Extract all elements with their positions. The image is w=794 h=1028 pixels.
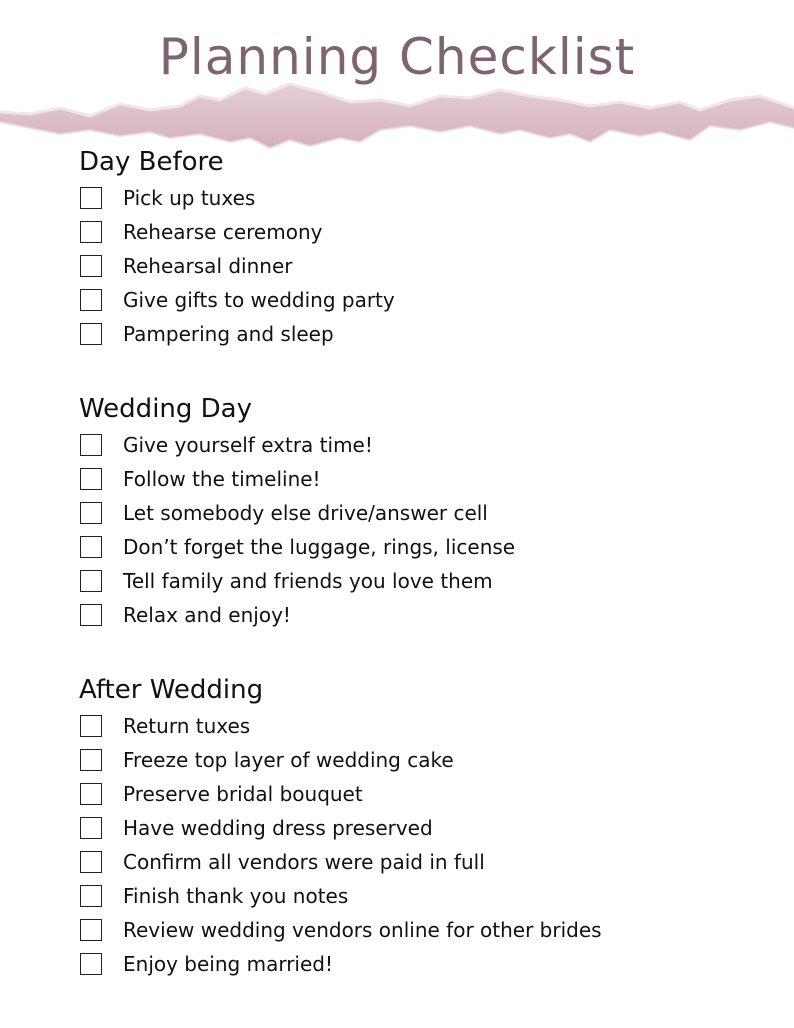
section-wedding-day	[79, 392, 759, 632]
item-label: Confirm all vendors were paid in full	[123, 850, 485, 874]
item-label: Rehearse ceremony	[123, 220, 323, 244]
checklist-item	[79, 496, 759, 530]
checkbox[interactable]	[80, 434, 102, 456]
checklist-item	[79, 913, 759, 947]
checkbox[interactable]	[80, 255, 102, 277]
checkbox[interactable]	[80, 604, 102, 626]
section-day-before	[79, 145, 759, 351]
item-label: Tell family and friends you love them	[123, 569, 493, 593]
checkbox[interactable]	[80, 570, 102, 592]
checklist	[79, 181, 759, 351]
checkbox[interactable]	[80, 468, 102, 490]
item-label: Preserve bridal bouquet	[123, 782, 363, 806]
checklist-item	[79, 249, 759, 283]
checklist-item	[79, 845, 759, 879]
item-label: Have wedding dress preserved	[123, 816, 433, 840]
checkbox[interactable]	[80, 187, 102, 209]
checkbox[interactable]	[80, 715, 102, 737]
checklist-item	[79, 777, 759, 811]
item-label: Give yourself extra time!	[123, 433, 373, 457]
checkbox[interactable]	[80, 919, 102, 941]
checklist-item	[79, 462, 759, 496]
checklist-item	[79, 317, 759, 351]
checklist-item	[79, 564, 759, 598]
checklist-item	[79, 428, 759, 462]
checklist-item	[79, 743, 759, 777]
checkbox[interactable]	[80, 502, 102, 524]
checkbox[interactable]	[80, 783, 102, 805]
item-label: Return tuxes	[123, 714, 251, 738]
item-label: Rehearsal dinner	[123, 254, 293, 278]
item-label: Let somebody else drive/answer cell	[123, 501, 488, 525]
checkbox[interactable]	[80, 953, 102, 975]
checkbox[interactable]	[80, 536, 102, 558]
checklist	[79, 428, 759, 632]
checklist-item	[79, 181, 759, 215]
checklist-item	[79, 530, 759, 564]
section-after-wedding	[79, 673, 759, 981]
section-heading: Wedding Day	[79, 394, 252, 424]
checklist-item	[79, 598, 759, 632]
item-label: Enjoy being married!	[123, 952, 333, 976]
checklist-item	[79, 879, 759, 913]
item-label: Don’t forget the luggage, rings, license	[123, 535, 516, 559]
page-title: Planning Checklist	[158, 28, 636, 86]
checkbox[interactable]	[80, 323, 102, 345]
checkbox[interactable]	[80, 885, 102, 907]
checkbox[interactable]	[80, 289, 102, 311]
section-heading: After Wedding	[79, 675, 264, 705]
item-label: Freeze top layer of wedding cake	[123, 748, 454, 772]
item-label: Relax and enjoy!	[123, 603, 291, 627]
checklist-item	[79, 811, 759, 845]
item-label: Review wedding vendors online for other brides	[123, 918, 602, 942]
header	[0, 0, 794, 160]
checkbox[interactable]	[80, 749, 102, 771]
item-label: Finish thank you notes	[123, 884, 349, 908]
checklist-item	[79, 283, 759, 317]
item-label: Follow the timeline!	[123, 467, 321, 491]
checklist-item	[79, 947, 759, 981]
checkbox[interactable]	[80, 221, 102, 243]
item-label: Pampering and sleep	[123, 322, 334, 346]
checklist-item	[79, 215, 759, 249]
section-heading: Day Before	[79, 147, 224, 177]
item-label: Give gifts to wedding party	[123, 288, 395, 312]
checklist-item	[79, 709, 759, 743]
item-label: Pick up tuxes	[123, 186, 256, 210]
checkbox[interactable]	[80, 817, 102, 839]
checkbox[interactable]	[80, 851, 102, 873]
checklist	[79, 709, 759, 981]
